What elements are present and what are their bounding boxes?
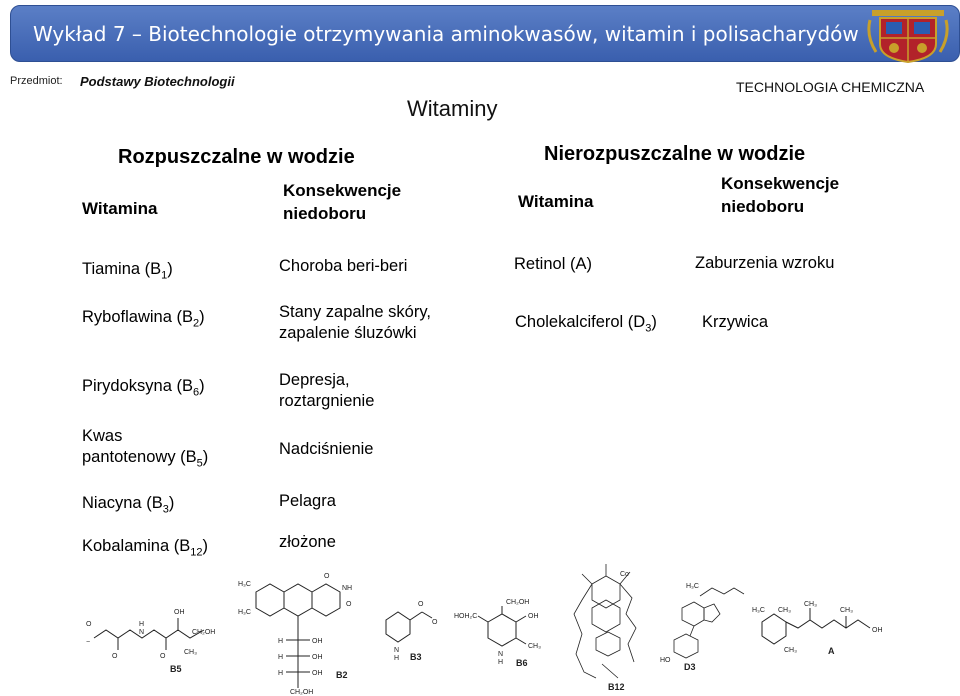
svg-text:−: −: [86, 639, 91, 646]
svg-text:CH₃: CH₃: [840, 607, 853, 614]
svg-text:CH₂OH: CH₂OH: [290, 689, 314, 696]
table-row-effect: Pelagra: [279, 492, 336, 510]
col-vitamin-header: Witamina: [82, 199, 158, 218]
svg-text:O: O: [418, 601, 424, 608]
col-consequences-header-2: niedoboru: [283, 204, 367, 223]
svg-text:H: H: [394, 655, 400, 662]
table-row-effect: Zaburzenia wzroku: [695, 254, 835, 272]
svg-text:H: H: [278, 654, 284, 661]
svg-text:OH: OH: [528, 613, 539, 620]
vitamin-b5-structure: [84, 598, 224, 678]
table-row-vitamin: Tiamina $(B_1)$: [82, 260, 173, 282]
svg-text:OH: OH: [312, 654, 323, 661]
col-consequences-header: Konsekwencje: [721, 174, 840, 193]
svg-text:CH₃: CH₃: [784, 647, 797, 654]
svg-text:H₃C: H₃C: [752, 607, 765, 614]
svg-text:O: O: [86, 621, 92, 628]
svg-text:NH: NH: [342, 585, 353, 592]
b6-label: B6: [516, 658, 528, 668]
svg-text:O: O: [432, 619, 438, 626]
svg-text:O: O: [112, 653, 118, 660]
svg-text:O: O: [346, 601, 352, 608]
vitamin-b12-structure: [562, 554, 652, 696]
lecture-title: Wykład 7 – Biotechnologie otrzymywania aminokwasów, witamin i polisacharydów: [33, 22, 859, 46]
d3-label: D3: [684, 662, 696, 672]
subject-label: Przedmiot:: [10, 75, 63, 87]
svg-text:CH₂OH: CH₂OH: [506, 599, 530, 606]
vitamin-b2-structure: [236, 568, 366, 696]
svg-text:CH₃: CH₃: [804, 601, 817, 608]
b2-label: B2: [336, 670, 348, 680]
table-row-effect: Depresja,: [279, 371, 350, 389]
b3-label: B3: [410, 652, 422, 662]
svg-text:O: O: [324, 573, 330, 580]
table-row-vitamin: Kobalamina $(B_{12})$: [82, 537, 208, 559]
b5-label: B5: [170, 664, 182, 674]
svg-text:HOH₂C: HOH₂C: [454, 613, 478, 620]
col-consequences-header: Konsekwencje: [283, 181, 402, 200]
svg-text:CH₃: CH₃: [528, 643, 541, 650]
vitamin-a-structure: [752, 598, 888, 664]
svg-text:Co: Co: [620, 571, 629, 578]
svg-text:H: H: [139, 621, 145, 628]
table-row-effect: Nadciśnienie: [279, 440, 374, 458]
svg-text:N: N: [498, 651, 504, 658]
svg-text:H₃C: H₃C: [686, 583, 699, 590]
b12-label: B12: [608, 682, 625, 692]
slide-topic: Witaminy: [407, 96, 498, 121]
table-row-effect: Stany zapalne skóry,: [279, 303, 431, 321]
vitamin-b6-structure: [452, 596, 556, 674]
svg-text:H: H: [498, 659, 504, 666]
table-row-vitamin: Niacyna $(B_3)$: [82, 494, 175, 516]
table-row-vitamin-prefix: Kwas: [82, 427, 123, 445]
subject-name: Podstawy Biotechnologii: [80, 74, 235, 89]
water-soluble-heading: Rozpuszczalne w wodzie: [118, 146, 355, 168]
department-name: TECHNOLOGIA CHEMICZNA: [736, 79, 925, 95]
table-row-vitamin: Retinol (A): [514, 255, 592, 273]
svg-text:H₃C: H₃C: [238, 609, 251, 616]
svg-text:N: N: [139, 629, 145, 636]
svg-text:OH: OH: [312, 670, 323, 677]
svg-text:H₃C: H₃C: [238, 581, 251, 588]
svg-text:OH: OH: [312, 638, 323, 645]
table-row-vitamin: pantotenowy $(B_5)$: [82, 448, 209, 470]
svg-text:CH₃: CH₃: [778, 607, 791, 614]
table-row-effect: złożone: [279, 533, 336, 551]
col-consequences-header-2: niedoboru: [721, 197, 805, 216]
table-row-effect: Choroba beri-beri: [279, 257, 408, 275]
svg-text:CH₂OH: CH₂OH: [192, 629, 216, 636]
col-vitamin-header: Witamina: [518, 192, 594, 211]
svg-text:HO: HO: [660, 657, 671, 664]
svg-text:O: O: [160, 653, 166, 660]
table-row-vitamin: Cholekalciferol $(D_3)$: [515, 313, 657, 335]
title-banner: [10, 5, 960, 62]
svg-text:CH₃: CH₃: [184, 649, 197, 656]
table-row-vitamin: Ryboflawina $(B_2)$: [82, 308, 205, 330]
svg-text:OH: OH: [872, 627, 883, 634]
university-crest-icon: [866, 6, 950, 64]
fat-soluble-heading: Nierozpuszczalne w wodzie: [544, 143, 806, 165]
table-row-effect-2: zapalenie śluzówki: [279, 324, 417, 342]
svg-text:H: H: [278, 670, 284, 677]
table-row-effect-2: roztargnienie: [279, 392, 375, 410]
vitamin-d3-structure: [660, 574, 746, 672]
a-label: A: [828, 646, 835, 656]
table-row-effect: Krzywica: [702, 313, 769, 331]
svg-text:H: H: [278, 638, 284, 645]
svg-text:N: N: [394, 647, 400, 654]
table-row-vitamin: Pirydoksyna $(B_6)$: [82, 377, 205, 399]
svg-text:OH: OH: [174, 609, 185, 616]
vitamin-b3-structure: [378, 598, 440, 668]
